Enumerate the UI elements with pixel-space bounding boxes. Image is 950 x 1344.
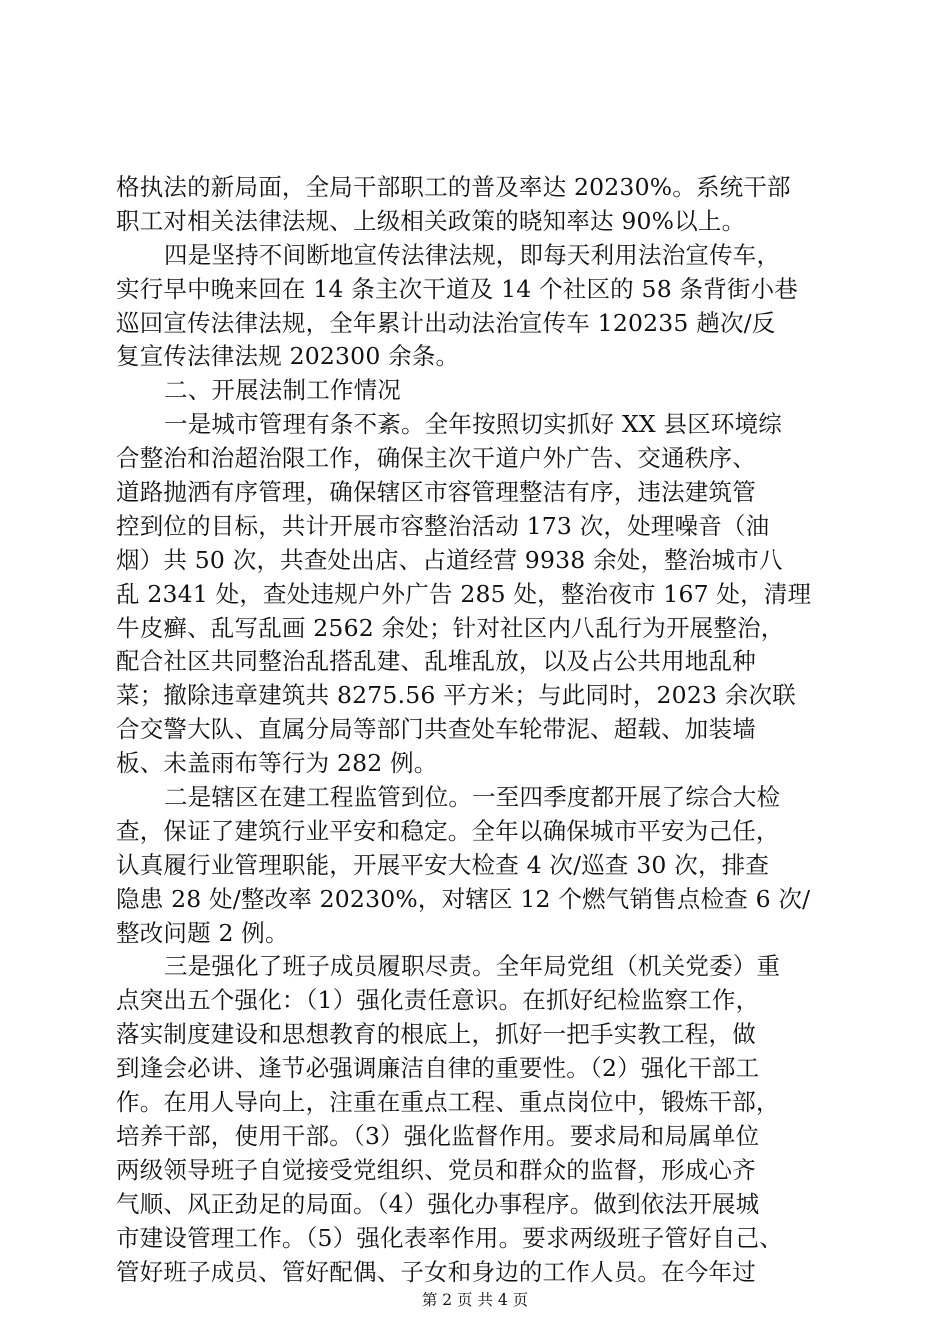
text-line: 巡回宣传法律法规，全年累计出动法治宣传车 120235 趟次/反: [116, 308, 776, 337]
text-line: 板、未盖雨布等行为 282 例。: [116, 749, 438, 778]
text-line: 道路抛洒有序管理，确保辖区市容管理整洁有序，违法建筑管: [116, 478, 756, 507]
document-body: [116, 171, 832, 1289]
text-line: 市建设管理工作。（5）强化表率作用。要求两级班子管好自己、: [116, 1223, 784, 1252]
text-line: 作。在用人导向上，注重在重点工程、重点岗位中，锻炼干部，: [116, 1088, 780, 1117]
text-line: 控到位的目标，共计开展市容整治活动 173 次，处理噪音（油: [116, 511, 770, 540]
text-line: 配合社区共同整治乱搭乱建、乱堆乱放，以及占公共用地乱种: [116, 647, 756, 676]
text-line: 格执法的新局面，全局干部职工的普及率达 20230%。系统干部: [116, 173, 791, 201]
text-line: 查，保证了建筑行业平安和稳定。全年以确保城市平安为己任，: [116, 816, 780, 845]
section-heading: 二、开展法制工作情况: [164, 376, 401, 405]
paragraph-start-line: 一是城市管理有条不紊。全年按照切实抓好 XX 县区环境综: [164, 410, 782, 439]
text-line: 到逢会必讲、逢节必强调廉洁自律的重要性。（2）强化干部工: [116, 1054, 760, 1083]
text-line: 点突出五个强化：（1）强化责任意识。在抓好纪检监察工作，: [116, 986, 760, 1015]
paragraph-start-line: 三是强化了班子成员履职尽责。全年局党组（机关党委）重: [164, 952, 781, 981]
text-line: 隐患 28 处/整改率 20230%，对辖区 12 个燃气销售点检查 6 次/: [116, 884, 811, 913]
text-line: 合交警大队、直属分局等部门共查处车轮带泥、超载、加装墙: [116, 715, 756, 744]
text-line: 两级领导班子自觉接受党组织、党员和群众的监督，形成心齐: [116, 1155, 756, 1184]
text-line: 管好班子成员、管好配偶、子女和身边的工作人员。在今年过: [116, 1257, 756, 1286]
page-number-footer: 第 2 页 共 4 页: [421, 1291, 529, 1309]
text-line: 气顺、风正劲足的局面。（4）强化办事程序。做到依法开展城: [116, 1189, 760, 1218]
text-line: 牛皮癣、乱写乱画 2562 余处；针对社区内八乱行为开展整治，: [116, 613, 785, 642]
text-line: 烟）共 50 次，共查处出店、占道经营 9938 余处，整治城市八: [116, 545, 783, 574]
paragraph-start-line: 四是坚持不间断地宣传法律法规，即每天利用法治宣传车，: [164, 240, 781, 269]
text-line: 整改问题 2 例。: [116, 918, 289, 947]
text-line: 乱 2341 处，查处违规户外广告 285 处，整治夜市 167 处，清理: [116, 579, 812, 608]
text-line: 合整治和治超治限工作，确保主次干道户外广告、交通秩序、: [116, 444, 756, 473]
paragraph-start-line: 二是辖区在建工程监管到位。一至四季度都开展了综合大检: [164, 783, 781, 812]
text-line: 培养干部，使用干部。（3）强化监督作用。要求局和局属单位: [116, 1121, 760, 1150]
text-line: 复宣传法律法规 202300 余条。: [116, 342, 460, 371]
text-line: 实行早中晚来回在 14 条主次干道及 14 个社区的 58 条背街小巷: [116, 274, 799, 303]
text-line: 落实制度建设和思想教育的根底上，抓好一把手实教工程，做: [116, 1020, 756, 1049]
text-line: 菜；撤除违章建筑共 8275.56 平方米；与此同时，2023 余次联: [116, 681, 796, 710]
text-line: 认真履行业管理职能，开展平安大检查 4 次/巡查 30 次，排查: [116, 850, 770, 879]
text-line: 职工对相关法律法规、上级相关政策的晓知率达 90%以上。: [116, 206, 746, 235]
